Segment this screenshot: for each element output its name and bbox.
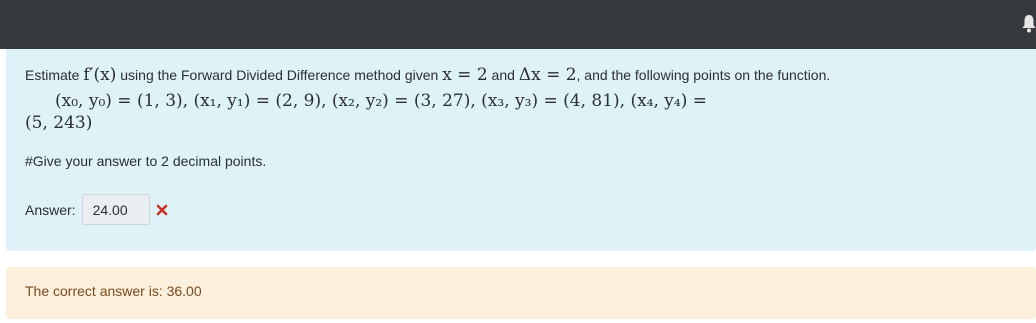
- bell-icon[interactable]: [1022, 14, 1036, 34]
- question-tail-text: , and the following points on the function.: [576, 67, 831, 83]
- question-box: [6, 49, 1036, 251]
- question-hint: #Give your answer to 2 decimal points.: [25, 153, 267, 169]
- answer-row: [25, 194, 168, 225]
- x-value-expression: x = 2: [442, 65, 488, 85]
- derivative-expression: f′(x): [83, 65, 117, 85]
- correct-answer-text: The correct answer is: 36.00: [25, 283, 202, 299]
- answer-label: Answer:: [25, 201, 76, 218]
- question-text: [25, 66, 1025, 170]
- and-text: and: [491, 67, 515, 83]
- x-incorrect-icon: [156, 204, 168, 216]
- question-line: [25, 66, 1025, 84]
- points-line-1: (x₀, y₀) = (1, 3), (x₁, y₁) = (2, 9), (x₂, y₂) = (3, 27), (x₃, y₃) = (4, 81), (x₄, y₄) =: [55, 91, 708, 111]
- delta-x-expression: Δx = 2: [518, 65, 577, 85]
- feedback-box: [6, 267, 1036, 319]
- question-prefix: Estimate: [25, 67, 80, 83]
- top-navbar: [0, 0, 1036, 49]
- answer-input[interactable]: [82, 194, 150, 225]
- points-line-2: (5, 243): [25, 113, 93, 133]
- question-mid-text: using the Forward Divided Difference method given: [120, 67, 439, 83]
